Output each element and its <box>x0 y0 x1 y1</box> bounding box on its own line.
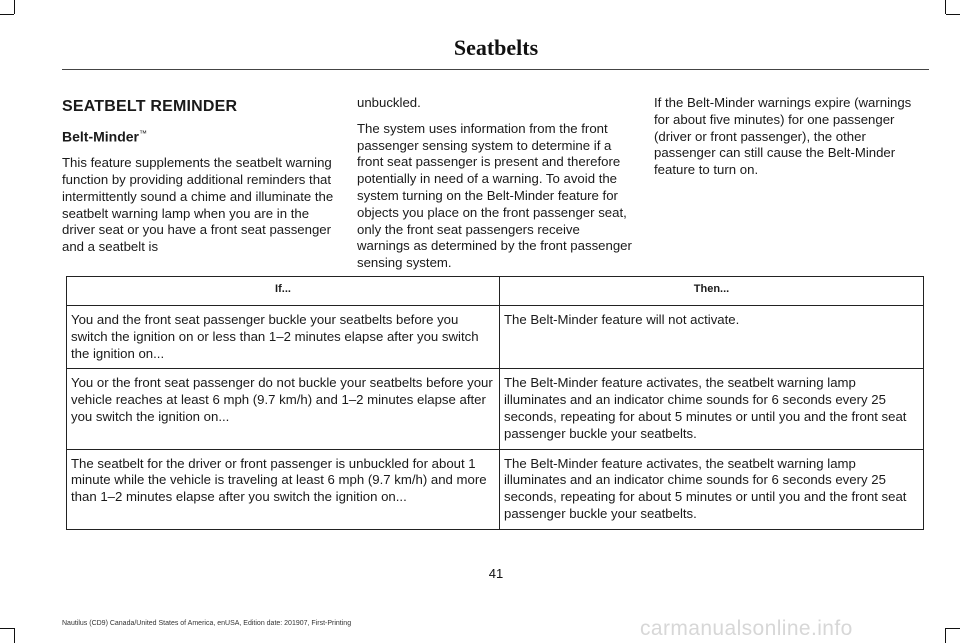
table-header-row <box>67 277 924 306</box>
column-1 <box>62 95 342 265</box>
page-header-title: Seatbelts <box>453 35 539 60</box>
section-title: SEATBELT REMINDER <box>62 98 238 115</box>
crop-mark <box>946 14 960 15</box>
belt-minder-table <box>66 276 924 530</box>
table-cell-then: The Belt-Minder feature will not activate. <box>500 306 924 369</box>
table-cell-if: The seatbelt for the driver or front passenger is unbuckled for about 1 minute while the vehicle is traveling at least 6 mph (9.7 km/h) and more than 1–2 minutes elapse after you switch the ignition on... <box>67 449 500 529</box>
subsection-title-text: Belt-Minder <box>62 128 139 145</box>
table-row <box>67 306 924 369</box>
crop-mark <box>14 0 15 14</box>
body-paragraph: This feature supplements the seatbelt warning function by providing additional reminders that intermittently sound a chime and illuminate the seatbelt warning lamp when you are in the driver seat or you have a front seat passenger and a seatbelt is <box>62 155 334 255</box>
table-cell-then: The Belt-Minder feature activates, the seatbelt warning lamp illuminates and an indicator chime sounds for 6 seconds every 25 seconds, repeating for about 5 minutes or until you and the front seat passenger buckle your seatbelts. <box>500 449 924 529</box>
table-header-if: If... <box>67 277 500 306</box>
header-divider <box>62 69 929 70</box>
column-2 <box>357 95 632 281</box>
column-3 <box>654 95 930 188</box>
subsection-title <box>62 126 342 145</box>
table-header-then: Then... <box>500 277 924 306</box>
edition-footer: Nautilus (CD9) Canada/United States of America, enUSA, Edition date: 201907, First-Printing <box>62 620 352 627</box>
page-number: 41 <box>488 566 504 581</box>
trademark-symbol: ™ <box>139 128 147 138</box>
crop-mark <box>946 628 960 629</box>
crop-mark <box>0 14 14 15</box>
crop-mark <box>0 628 14 629</box>
body-paragraph: unbuckled. <box>357 95 421 110</box>
table-cell-if: You or the front seat passenger do not buckle your seatbelts before your vehicle reaches at least 6 mph (9.7 km/h) and 1–2 minutes elapse after you switch the ignition on... <box>67 369 500 449</box>
body-paragraph: The system uses information from the front passenger sensing system to determine if a front seat passenger is present and therefore potentially in need of a warning. To avoid the system turning on the Belt-Minder feature for objects you place on the front passenger seat, only the front seat passengers receive warnings as determined by the front passenger sensing system. <box>357 120 632 271</box>
table-cell-then: The Belt-Minder feature activates, the seatbelt warning lamp illuminates and an indicator chime sounds for 6 seconds every 25 seconds, repeating for about 5 minutes or until you and the front seat passenger buckle your seatbelts. <box>500 369 924 449</box>
crop-mark <box>945 628 946 643</box>
table-cell-if: You and the front seat passenger buckle your seatbelts before you switch the ignition on or less than 1–2 minutes elapse after you switch the ignition on... <box>67 306 500 369</box>
table-row <box>67 369 924 449</box>
crop-mark <box>945 0 946 14</box>
watermark: carmanualsonline.info <box>640 617 853 640</box>
table-row <box>67 449 924 529</box>
body-paragraph: If the Belt-Minder warnings expire (warnings for about five minutes) for one passenger (driver or front passenger), the other passenger can still cause the Belt-Minder feature to turn on. <box>654 95 912 178</box>
crop-mark <box>14 628 15 643</box>
